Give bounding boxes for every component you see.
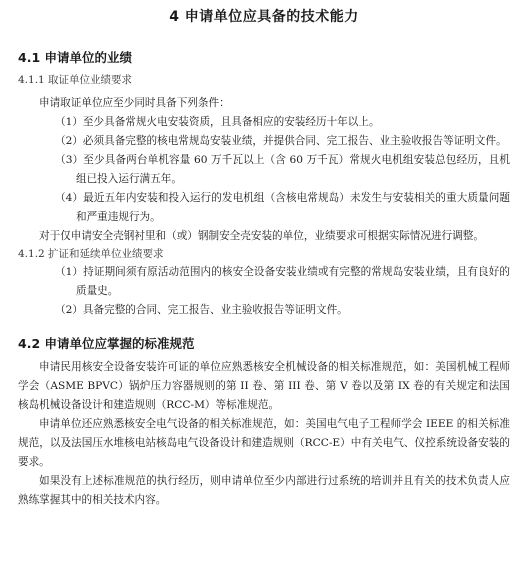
paragraph: 申请民用核安全设备安装许可证的单位应熟悉核安全机械设备的相关标准规范，如：美国机械工程师学会（ASME BPVC）锅炉压力容器规则的第 II 卷、第 III 卷、第 V 卷以及第 IX 卷的有关规定和法国核岛机械设备设计和建造规则（RCC-M）等标准规范。 xyxy=(18,361,510,411)
list-item: （2）必须具备完整的核电常规岛安装业绩，并提供合同、完工报告、业主验收报告等证明文件。 xyxy=(55,135,507,147)
subsection-heading-4-1-2: 4.1.2 扩证和延续单位业绩要求 xyxy=(18,248,164,260)
section-heading-4-2: 4.2 申请单位应掌握的标准规范 xyxy=(18,336,195,351)
subsection-heading-4-1-1: 4.1.1 取证单位业绩要求 xyxy=(18,74,133,86)
list-item: （4）最近五年内安装和投入运行的发电机组（含核电常规岛）未发生与安装相关的重大质量问题和严重违规行为。 xyxy=(55,192,510,223)
list-item: （3）至少具备两台单机容量 60 万千瓦以上（含 60 万千瓦）常规火电机组安装总包经历，且机组已投入运行满五年。 xyxy=(55,154,510,185)
paragraph-note: 对于仅申请安全壳钢衬里和（或）钢制安全壳安装的单位，业绩要求可根据实际情况进行调整。 xyxy=(39,230,484,242)
list-item: （1）至少具备常规火电安装资质，且具备相应的安装经历十年以上。 xyxy=(55,116,380,128)
paragraph: 申请单位还应熟悉核安全电气设备的相关标准规范，如：美国电气电子工程师学会 IEEE 的相关标准规范，以及法国压水堆核电站核岛电气设备设计和建造规则（RCC-E）中有关电气、仪控系统设备安装的要求。 xyxy=(18,418,510,468)
list-item: （1）持证期间须有原活动范围内的核安全设备安装业绩或有完整的常规岛安装业绩，且有良好的质量史。 xyxy=(55,266,510,297)
list-item: （2）具备完整的合同、完工报告、业主验收报告等证明文件。 xyxy=(55,304,348,316)
paragraph-intro: 申请取证单位应至少同时具备下列条件： xyxy=(39,97,230,109)
section-heading-4-1: 4.1 申请单位的业绩 xyxy=(18,50,132,65)
chapter-title: 4 申请单位应具备的技术能力 xyxy=(169,9,359,25)
paragraph: 如果没有上述标准规范的执行经历，则申请单位至少内部进行过系统的培训并且有关的技术负责人应熟练掌握其中的相关技术内容。 xyxy=(18,475,510,506)
